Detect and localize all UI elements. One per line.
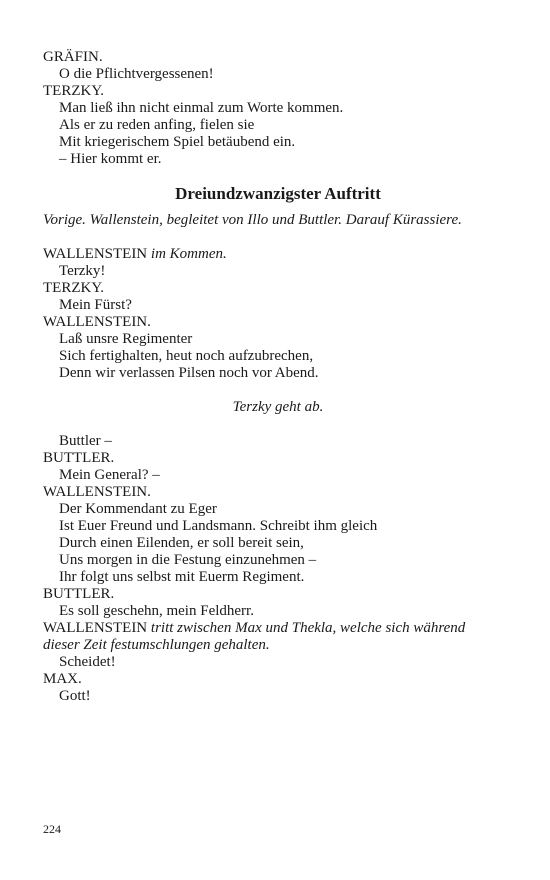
inline-stage-direction: im Kommen. — [150, 246, 227, 262]
speaker-name: TERZKY. — [43, 83, 104, 99]
verse-line: Man ließ ihn nicht einmal zum Worte kommen. — [59, 100, 344, 116]
block-mid — [43, 263, 513, 382]
verse-line: Scheidet! — [59, 654, 116, 670]
exit-stage-direction: Terzky geht ab. — [232, 399, 324, 415]
verse-line: O die Pflichtvergessenen! — [59, 66, 214, 82]
verse-line: Mein Fürst? — [59, 297, 132, 313]
speaker-name: MAX. — [43, 671, 82, 687]
speaker-name: BUTTLER. — [43, 586, 115, 602]
block-top — [43, 49, 513, 168]
verse-line: Ist Euer Freund und Landsmann. Schreibt ihm gleich — [59, 518, 378, 534]
block-bottom — [43, 433, 513, 620]
speaker-name: GRÄFIN. — [43, 49, 103, 65]
speaker-name: TERZKY. — [43, 280, 104, 296]
verse-line: – Hier kommt er. — [59, 151, 162, 167]
verse-line: Sich fertighalten, heut noch aufzubrechen, — [59, 348, 314, 364]
verse-line: Terzky! — [59, 263, 106, 279]
inline-stage-direction: tritt zwischen Max und Thekla, welche sich während — [150, 620, 466, 636]
verse-line: Ihr folgt uns selbst mit Euerm Regiment. — [59, 569, 305, 585]
verse-line: Uns morgen in die Festung einzunehmen – — [59, 552, 317, 568]
scene-heading: Dreiundzwanzigster Auftritt — [175, 184, 381, 203]
speaker-name: WALLENSTEIN. — [43, 484, 151, 500]
speaker-line-with-direction — [43, 620, 513, 637]
speaker-name: WALLENSTEIN. — [43, 314, 151, 330]
verse-line: Denn wir verlassen Pilsen noch vor Abend. — [59, 365, 319, 381]
speaker-name: WALLENSTEIN — [43, 620, 148, 636]
verse-line: Mein General? – — [59, 467, 160, 483]
verse-line: Durch einen Eilenden, er soll bereit sein, — [59, 535, 304, 551]
verse-line: Gott! — [59, 688, 91, 704]
play-page — [43, 49, 513, 705]
verse-line: Als er zu reden anfing, fielen sie — [59, 117, 255, 133]
scene-stage-direction: Vorige. Wallenstein, begleitet von Illo und Buttler. Darauf Kürassiere. — [43, 212, 462, 228]
speaker-name: BUTTLER. — [43, 450, 115, 466]
verse-line: Es soll geschehn, mein Feldherr. — [59, 603, 254, 619]
inline-stage-direction-continued: dieser Zeit festumschlungen gehalten. — [43, 637, 270, 653]
verse-line: Mit kriegerischem Spiel betäubend ein. — [59, 134, 296, 150]
verse-line: Der Kommendant zu Eger — [59, 501, 217, 517]
block-end — [43, 654, 513, 705]
verse-line: Laß unsre Regimenter — [59, 331, 193, 347]
speaker-line-with-direction — [43, 246, 513, 263]
speaker-name: WALLENSTEIN — [43, 246, 148, 262]
page-number: 224 — [43, 822, 61, 836]
verse-line: Buttler – — [59, 433, 112, 449]
